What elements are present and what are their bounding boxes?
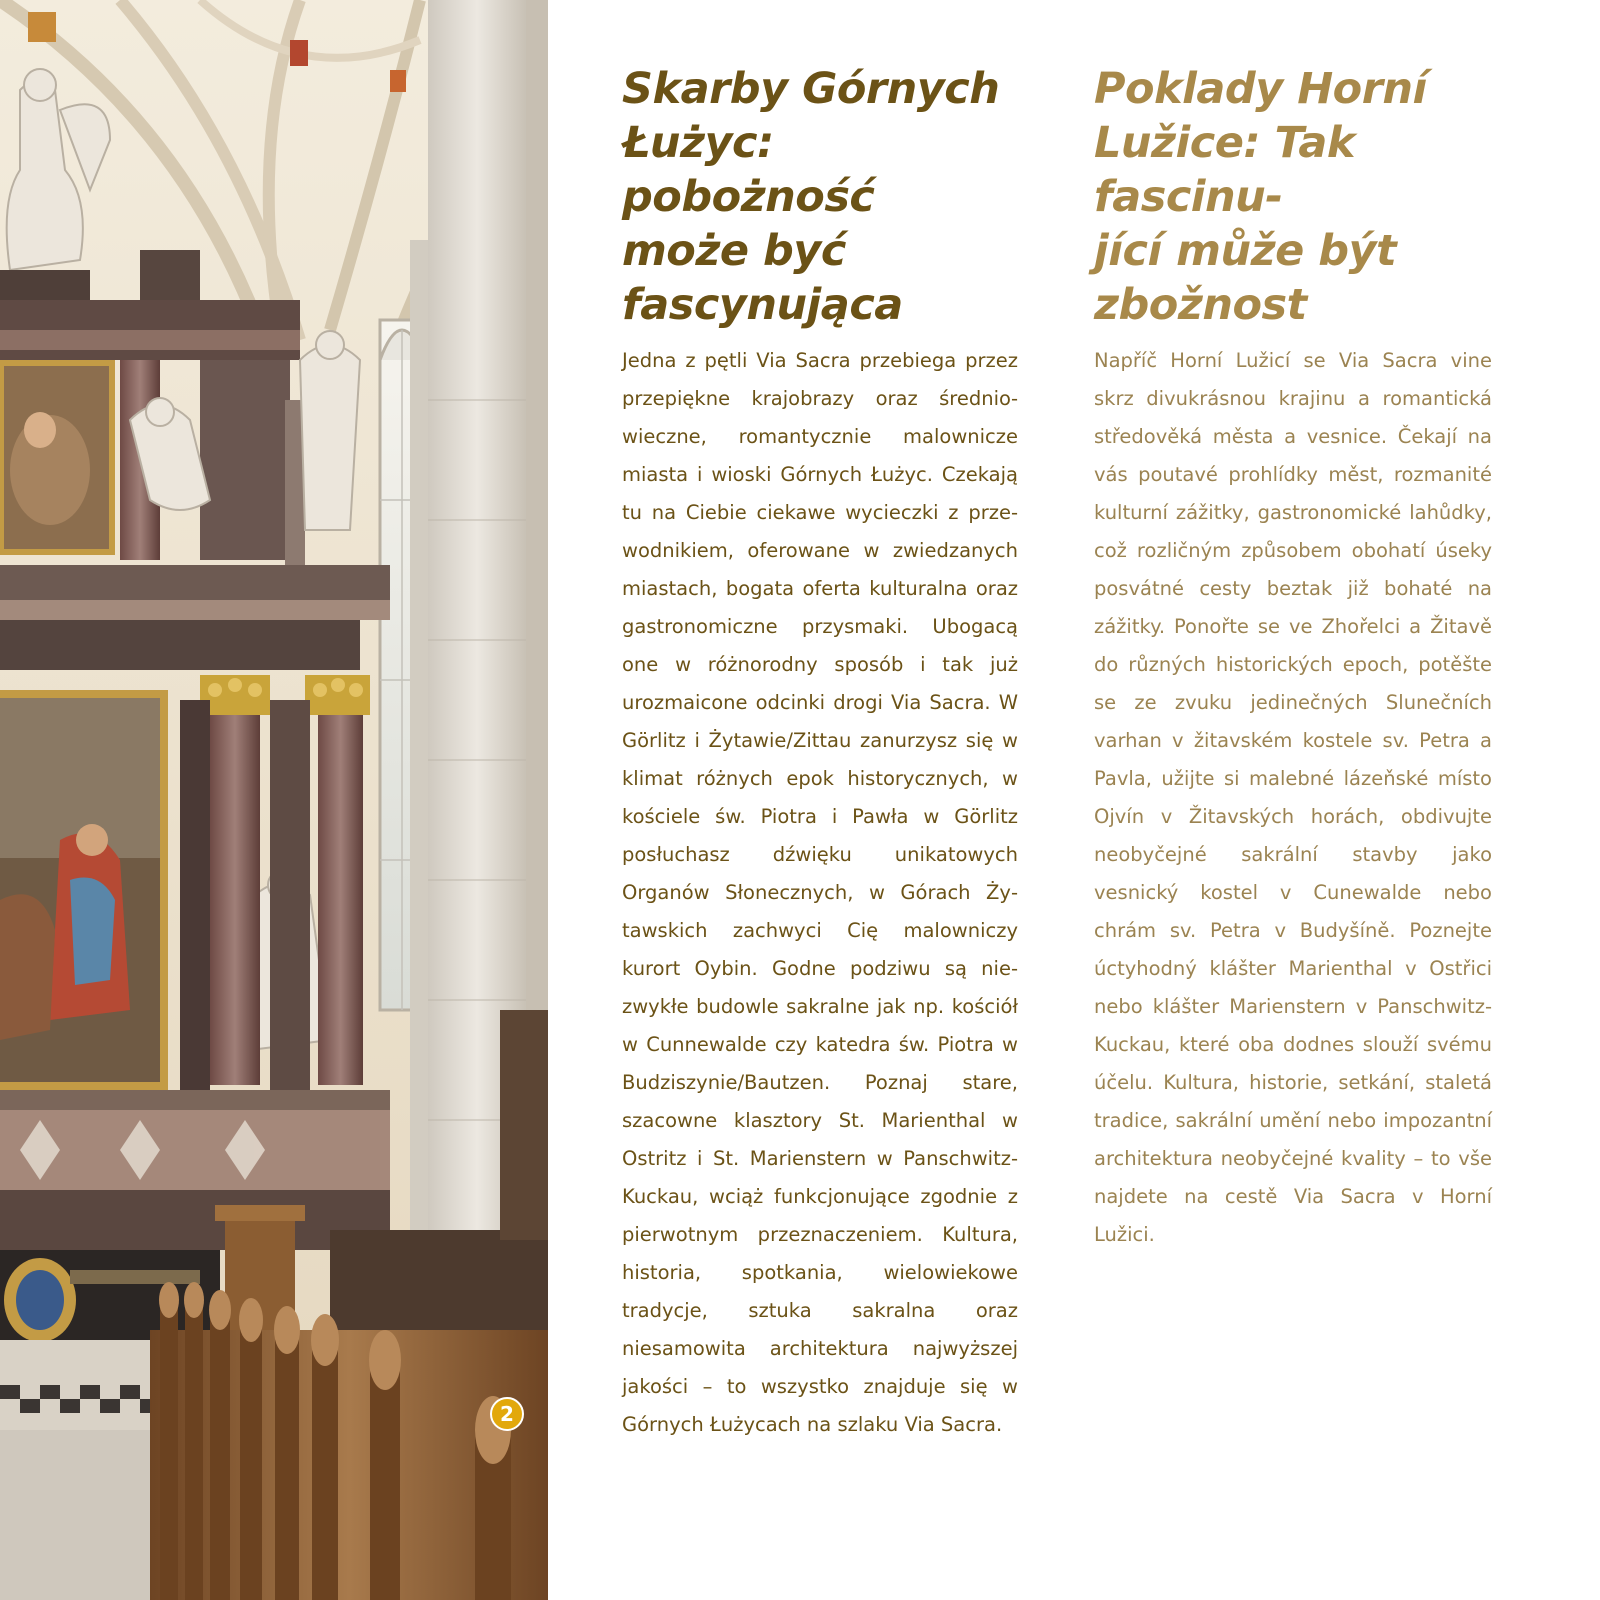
czech-column bbox=[1094, 62, 1492, 1246]
czech-body-text: Napříč Horní Lužicí se Via Sacra vine skrz divukrásnou krajinu a romantická středověká města a vesnice. Čekají na vás poutavé prohlídky měst, rozmanité kulturní zážitky, gastronomické lahůdky, což rozličným způsobem obohatí úseky posvátné cesty beztak již bohaté na zážitky. Ponořte se ve Zhořelci a Žitavě do různých historických epoch, potěšte se ze zvuku jedinečných Slunečních varhan v žitavském kostele sv. Petra a Pavla, užijte si malebné lázeňské místo Ojvín v Žitavských horách, obdivujte neobyčejné sakrální stavby jako vesnický kostel v Cunewalde nebo chrám sv. Petra v Budyšíně. Poznejte úctyhodný klášter Marienthal v Ostřici nebo klášter Marienstern v Panschwitz-Kuckau, které oba dodnes slouží svému účelu. Kultura, historie, setkání, staletá tradice, sakrální umění nebo impozantní architektura neobyčejné kvality – to vše najdete na cestě Via Sacra v Horní Lužici. bbox=[1094, 349, 1492, 1246]
church-interior-photo bbox=[0, 0, 548, 1600]
page-number-badge: 2 bbox=[490, 1397, 524, 1431]
polish-heading: Skarby Górnych Łużyc: pobożność może być fascynująca bbox=[622, 64, 1000, 330]
polish-column bbox=[622, 62, 1018, 1436]
church-interior-illustration bbox=[0, 0, 548, 1600]
polish-body-text: Jedna z pętli Via Sacra przebiega przez przepiękne krajobrazy oraz średniowieczne, romantycznie malownicze miasta i wioski Górnych Łużyc. Czekają tu na Ciebie ciekawe wycieczki z przewodnikiem, oferowane w zwiedzanych miastach, bogata oferta kulturalna oraz gastronomiczne przysmaki. Ubogacą one w różnorodny sposób i tak już urozmaicone odcinki drogi Via Sacra. W Görlitz i Żytawie/Zittau zanurzysz się w klimat różnych epok historycznych, w kościele św. Piotra i Pawła w Görlitz posłuchasz dźwięku unikatowych Organów Słonecznych, w Górach Żytawskich zachwyci Cię malowniczy kurort Oybin. Godne podziwu są niezwykłe budowle sakralne jak np. kościół w Cunnewalde czy katedra św. Piotra w Budziszynie/Bautzen. Poznaj stare, szacowne klasztory St. Marienthal w Ostritz i St. Marienstern w Panschwitz-Kuckau, wciąż funkcjonujące zgodnie z pierwotnym przeznaczeniem. Kultura, historia, spotkania, wielowiekowe tradycje, sztuka sakralna oraz niesamowita architektura najwyższej jakości – to wszystko znajduje się w Górnych Łużycach na szlaku Via Sacra. bbox=[622, 349, 1018, 1436]
czech-heading: Poklady Horní Lužice: Tak fascinu- jící může být zbožnost bbox=[1094, 64, 1427, 330]
